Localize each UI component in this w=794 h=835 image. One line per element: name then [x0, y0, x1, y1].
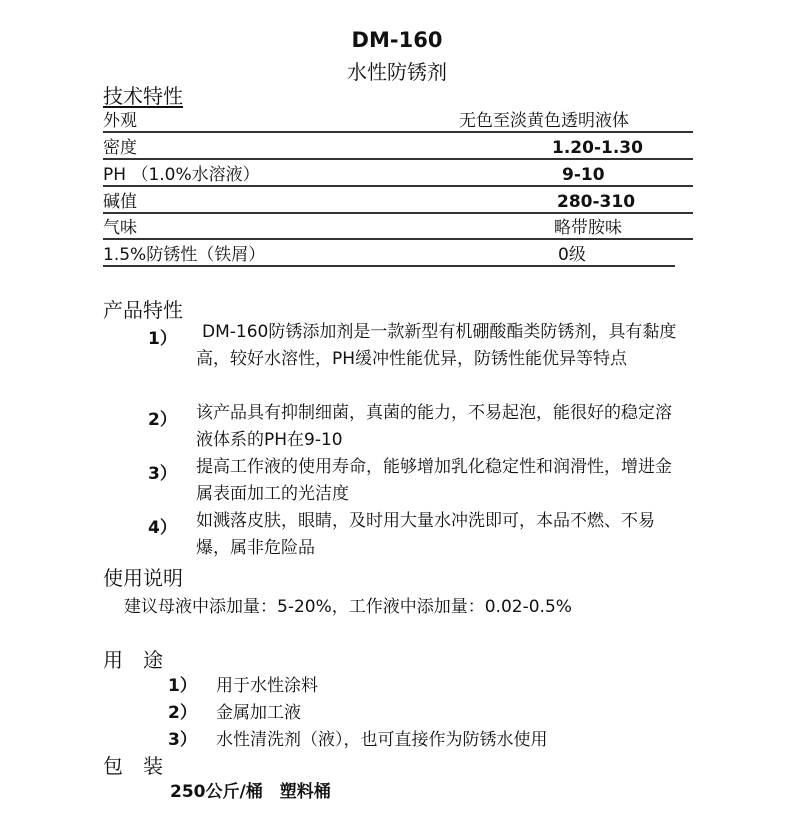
spec-label: 外观	[103, 111, 137, 131]
feature-number: 1）	[148, 329, 177, 349]
specs-heading: 技术特性	[103, 84, 183, 108]
spec-row-ph	[103, 160, 693, 187]
application-item: 水性清洗剂（液），也可直接作为防锈水使用	[216, 730, 548, 750]
spec-label: 碱值	[103, 192, 137, 212]
feature-number: 3）	[148, 464, 177, 484]
spec-label: 1.5%防锈性（铁屑）	[103, 245, 266, 265]
application-number: 2）	[168, 703, 197, 723]
packaging-heading: 包 装	[103, 754, 163, 778]
spec-value: 0级	[558, 245, 586, 265]
spec-value: 略带胺味	[554, 218, 622, 238]
feature-item: DM-160防锈添加剂是一款新型有机硼酸酯类防锈剂，具有黏度高，较好水溶性，PH缓冲性能优异，防锈性能优异等特点	[196, 322, 677, 369]
feature-item: 如溅落皮肤，眼睛，及时用大量水冲洗即可，本品不燃、不易爆，属非危险品	[196, 511, 655, 558]
spec-row-odor	[103, 213, 693, 240]
applications-heading: 用 途	[103, 648, 163, 672]
spec-value: 无色至淡黄色透明液体	[459, 111, 629, 131]
spec-label: 密度	[103, 138, 137, 158]
application-item: 金属加工液	[216, 703, 301, 723]
spec-value: 9-10	[562, 165, 605, 185]
spec-row-base-number	[103, 187, 693, 214]
spec-value: 280-310	[557, 192, 636, 212]
usage-text: 建议母液中添加量：5-20%，工作液中添加量：0.02-0.5%	[124, 597, 572, 617]
product-name: 水性防锈剂	[347, 60, 447, 84]
product-code: DM-160	[351, 28, 443, 52]
spec-row-rust-prevention	[103, 240, 675, 267]
spec-label: PH （1.0%水溶液）	[103, 165, 260, 185]
application-number: 3）	[168, 730, 197, 750]
spec-row-density	[103, 133, 693, 160]
feature-number: 2）	[148, 410, 177, 430]
spec-row-appearance	[103, 106, 693, 133]
application-number: 1）	[168, 676, 197, 696]
usage-heading: 使用说明	[103, 566, 183, 590]
features-heading: 产品特性	[103, 298, 183, 322]
application-item: 用于水性涂料	[216, 676, 318, 696]
packaging-text: 250公斤/桶 塑料桶	[170, 782, 331, 802]
spec-label: 气味	[103, 218, 137, 238]
feature-item: 该产品具有抑制细菌，真菌的能力，不易起泡，能很好的稳定溶液体系的PH在9-10	[196, 403, 672, 450]
feature-item: 提高工作液的使用寿命，能够增加乳化稳定性和润滑性，增进金属表面加工的光洁度	[196, 457, 672, 504]
spec-value: 1.20-1.30	[552, 138, 643, 158]
feature-number: 4）	[148, 518, 177, 538]
